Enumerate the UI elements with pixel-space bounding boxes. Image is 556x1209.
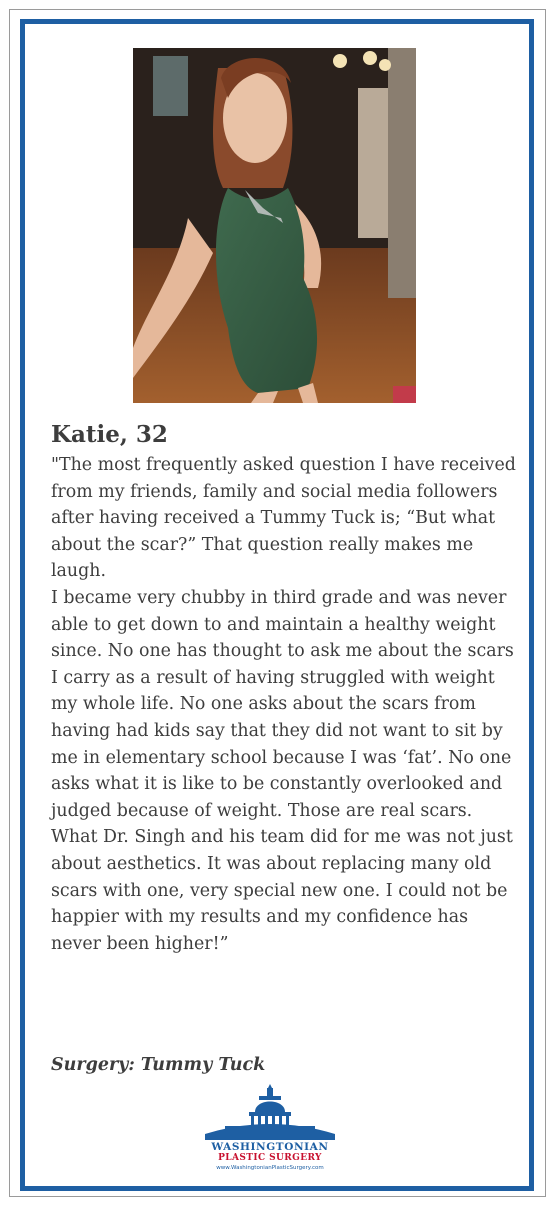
quote-paragraph-1: "The most frequently asked question I have received from my friends, family and social media followers after having received a Tummy Tuck is; “But what about the scar?” That question really makes me laugh. <box>51 455 516 582</box>
logo-subtitle: PLASTIC SURGERY <box>218 1153 322 1163</box>
quote-paragraph-3: What Dr. Singh and his team did for me was not just about aesthetics. It was about replacing many old scars with one, very special new one. I could not be happier with my results and my confidence has never been higher!” <box>51 827 513 954</box>
surgery-type: Surgery: Tummy Tuck <box>51 1055 266 1075</box>
testimonial-name: Katie, 32 <box>51 421 168 448</box>
washingtonian-logo <box>200 1084 340 1180</box>
logo-url: www.WashingtonianPlasticSurgery.com <box>216 1165 324 1171</box>
capitol-dome-icon <box>205 1084 335 1140</box>
quote-paragraph-2: I became very chubby in third grade and was never able to get down to and maintain a healthy weight since. No one has thought to ask me about the scars I carry as a result of having struggled with weight my whole life. No one asks about the scars from having had kids say that they did not want to sit by me in elementary school because I was ‘fat’. No one asks what it is like to be constantly overlooked and judged because of weight. Those are real scars. <box>51 587 514 821</box>
testimonial-quote <box>51 452 517 957</box>
testimonial-photo <box>133 48 416 403</box>
logo-name: WASHINGTONIAN <box>211 1141 329 1153</box>
